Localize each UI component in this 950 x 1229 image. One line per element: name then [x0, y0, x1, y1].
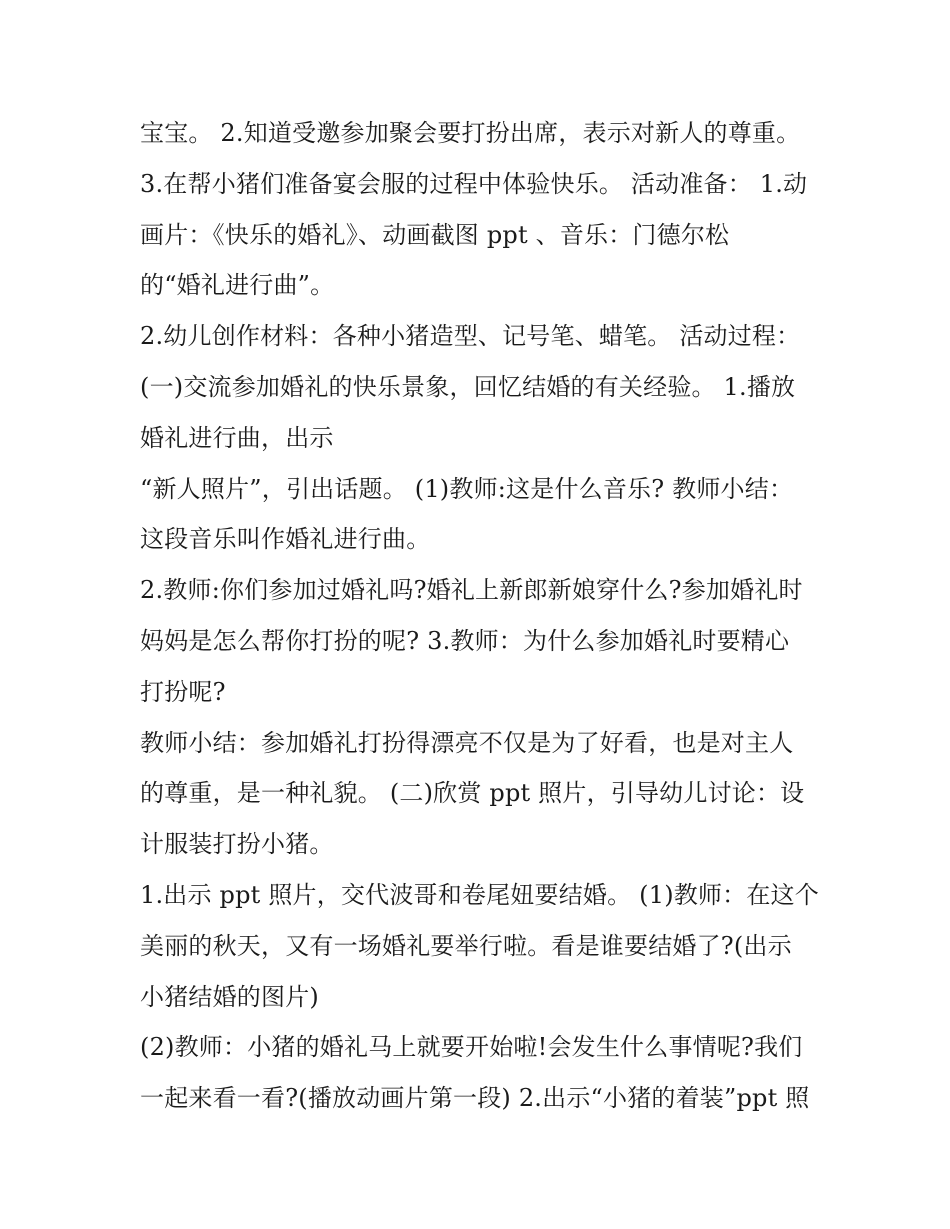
text-line: 1.出示 ppt 照片，交代波哥和卷尾妞要结婚。 (1)教师：在这个: [140, 880, 819, 909]
text-line: (2)教师：小猪的婚礼马上就要开始啦!会发生什么事情呢?我们: [140, 1033, 803, 1062]
text-line: 打扮呢?: [140, 677, 226, 706]
document-body: [140, 108, 820, 1124]
text-line: 这段音乐叫作婚礼进行曲。: [140, 525, 431, 554]
text-line: 2.幼儿创作材料：各种小猪造型、记号笔、蜡笔。 活动过程：: [140, 322, 801, 351]
text-line: 教师小结：参加婚礼打扮得漂亮不仅是为了好看，也是对主人: [140, 728, 794, 757]
text-line: 2.教师:你们参加过婚礼吗?婚礼上新郎新娘穿什么?参加婚礼时: [140, 576, 803, 605]
text-line: 妈妈是怎么帮你打扮的呢? 3.教师：为什么参加婚礼时要精心: [140, 626, 790, 655]
text-line: 的尊重，是一种礼貌。 (二)欣赏 ppt 照片，引导幼儿讨论：设: [140, 779, 805, 808]
text-line: (一)交流参加婚礼的快乐景象，回忆结婚的有关经验。 1.播放: [140, 372, 796, 401]
text-line: 3.在帮小猪们准备宴会服的过程中体验快乐。 活动准备： 1.动: [140, 169, 808, 198]
text-line: 美丽的秋天，又有一场婚礼要举行啦。看是谁要结婚了?(出示: [140, 931, 792, 960]
text-line: 婚礼进行曲，出示: [140, 423, 334, 452]
text-line: 宝宝。 2.知道受邀参加聚会要打扮出席，表示对新人的尊重。: [140, 119, 801, 147]
text-line: 画片：《快乐的婚礼》、动画截图 ppt 、音乐：门德尔松: [140, 220, 730, 249]
text-line: 的“婚礼进行曲”。: [140, 271, 335, 300]
text-line: 计服装打扮小猪。: [140, 830, 334, 859]
text-line: 小猪结婚的图片): [140, 982, 319, 1011]
text-line: 一起来看一看?(播放动画片第一段) 2.出示“小猪的着装”ppt 照: [140, 1084, 810, 1113]
text-line: “新人照片”，引出话题。 (1)教师:这是什么音乐? 教师小结：: [140, 474, 794, 503]
